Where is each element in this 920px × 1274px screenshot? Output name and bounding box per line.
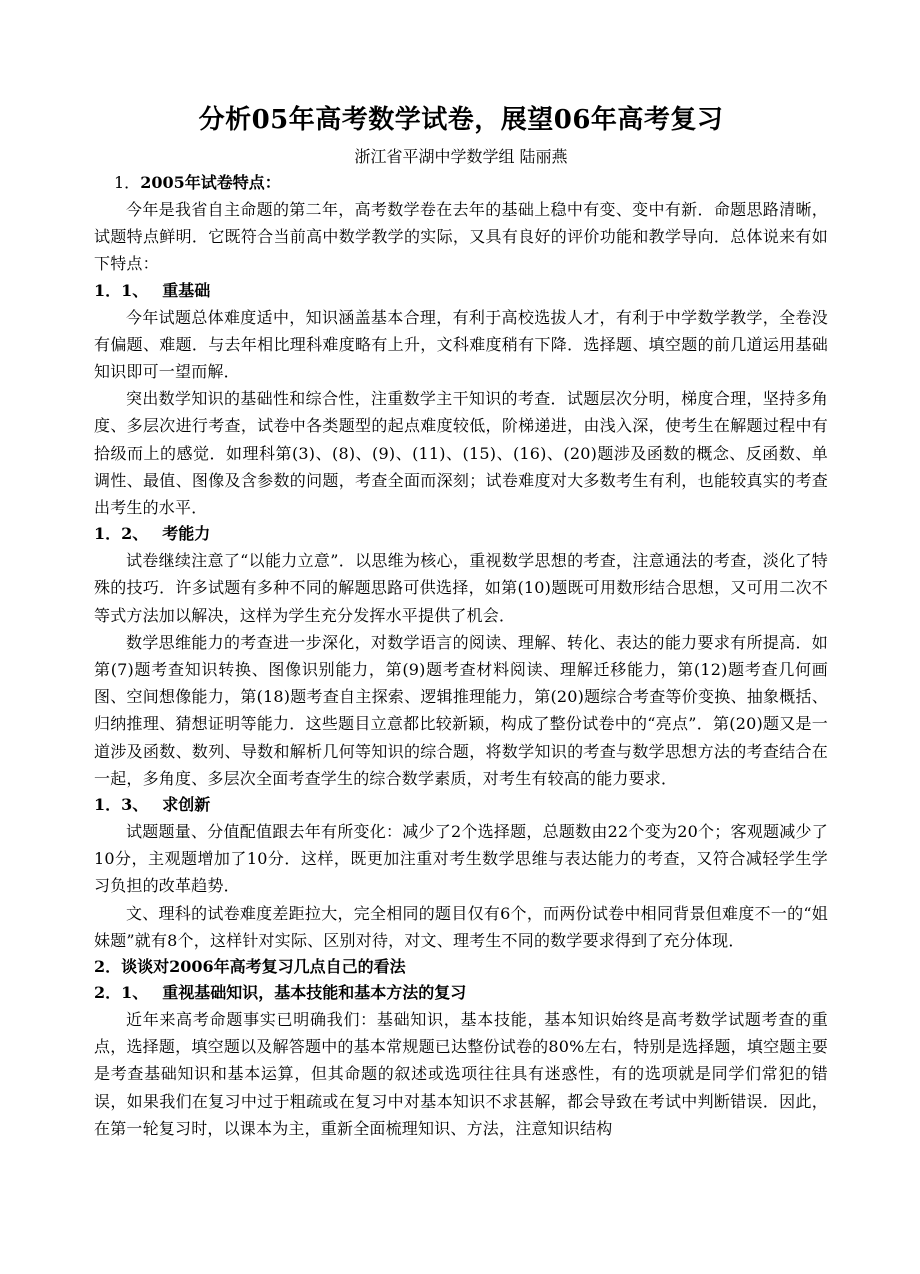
- section-title: 谈谈对2006年高考复习几点自己的看法: [121, 957, 406, 977]
- section-number: 1．2、: [94, 524, 149, 544]
- paragraph: 今年是我省自主命题的第二年，高考数学卷在去年的基础上稳中有变、变中有新．命题思路清晰，试题特点鲜明．它既符合当前高中数学教学的实际，又具有良好的评价功能和教学导向．总体说来有如下特点：: [94, 200, 828, 274]
- section-title: 考能力: [162, 524, 211, 544]
- section-title: 2005年试卷特点：: [140, 173, 281, 192]
- paragraph: 试题题量、分值配值跟去年有所变化：减少了2个选择题，总题数由22个变为20个；客观题减少了10分，主观题增加了10分．这样，既更加注重对考生数学思维与表达能力的考查，又符合减轻学生学习负担的改革趋势．: [94, 822, 828, 896]
- section-heading-2-1: [94, 980, 828, 1006]
- paragraph: 数学思维能力的考查进一步深化，对数学语言的阅读、理解、转化、表达的能力要求有所提高．如第(7)题考查知识转换、图像识别能力，第(9)题考查材料阅读、理解迁移能力，第(12)题考查几何画图、空间想像能力，第(18)题考查自主探索、逻辑推理能力，第(20)题综合考查等价变换、抽象概括、归纳推理、猜想证明等能力．这些题目立意都比较新颖，构成了整份试卷中的“亮点”．第(20)题又是一道涉及函数、数列、导数和解析几何等知识的综合题，将数学知识的考查与数学思想方法的考查结合在一起，多角度、多层次全面考查学生的综合数学素质，对考生有较高的能力要求．: [94, 632, 828, 788]
- section-number: 1．1、: [94, 280, 149, 300]
- section-title: 重基础: [162, 280, 211, 300]
- paragraph: 文、理科的试卷难度差距拉大，完全相同的题目仅有6个，而两份试卷中相同背景但难度不一的“姐妹题”就有8个，这样针对实际、区别对待，对文、理考生不同的数学要求得到了充分体现．: [94, 903, 828, 950]
- section-heading-1: [94, 170, 828, 196]
- document-page: [94, 98, 828, 1142]
- author-line: 浙江省平湖中学数学组 陆丽燕: [354, 147, 568, 166]
- section-number: 2．1、: [94, 983, 149, 1003]
- paragraph: 近年来高考命题事实已明确我们：基础知识，基本技能，基本知识始终是高考数学试题考查的重点，选择题，填空题以及解答题中的基本常规题已达整份试卷的80%左右，特别是选择题，填空题主要是考查基础知识和基本运算，但其命题的叙述或选项往往具有迷惑性，有的选项就是同学们常犯的错误，如果我们在复习中过于粗疏或在复习中对基本知识不求甚解，都会导致在考试中判断错误．因此，在第一轮复习时，以课本为主，重新全面梳理知识、方法，注意知识结构: [94, 1010, 828, 1138]
- section-number: 1．: [114, 173, 141, 192]
- section-heading-1-3: [94, 792, 828, 818]
- section-title: 求创新: [162, 795, 211, 815]
- section-number: 1．3、: [94, 795, 149, 815]
- section-number: 2．: [94, 957, 122, 977]
- section-heading-2: [94, 954, 828, 980]
- document-title: 分析05年高考数学试卷，展望06年高考复习: [198, 105, 724, 135]
- paragraph: 试卷继续注意了“以能力立意”．以思维为核心，重视数学思想的考查，注意通法的考查，淡化了特殊的技巧．许多试题有多种不同的解题思路可供选择，如第(10)题既可用数形结合思想，又可用二次不等式方法加以解决，这样为学生充分发挥水平提供了机会．: [94, 551, 828, 625]
- paragraph: 突出数学知识的基础性和综合性，注重数学主干知识的考查．试题层次分明，梯度合理，坚持多角度、多层次进行考查，试卷中各类题型的起点难度较低，阶梯递进，由浅入深，使考生在解题过程中有拾级而上的感觉．如理科第(3)、(8)、(9)、(11)、(15)、(16)、(20)题涉及函数的概念、反函数、单调性、最值、图像及含参数的问题，考查全面而深刻；试卷难度对大多数考生有利，也能较真实的考查出考生的水平．: [94, 389, 828, 518]
- section-heading-1-2: [94, 521, 828, 547]
- section-title: 重视基础知识，基本技能和基本方法的复习: [162, 983, 467, 1003]
- paragraph: 今年试题总体难度适中，知识涵盖基本合理，有利于高校选拔人才，有利于中学数学教学，全卷没有偏题、难题．与去年相比理科难度略有上升，文科难度稍有下降．选择题、填空题的前几道运用基础知识即可一望而解．: [94, 307, 828, 382]
- section-heading-1-1: [94, 278, 828, 304]
